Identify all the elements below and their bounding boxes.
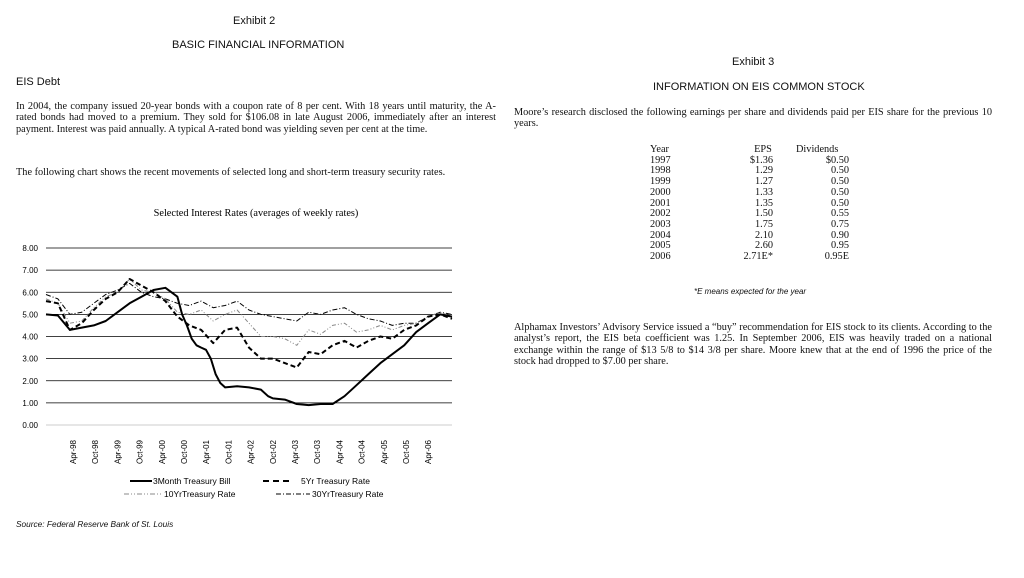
table-cell-year: 1997 [650, 154, 671, 166]
y-tick-label: 4.00 [22, 332, 38, 342]
x-tick-label: Oct-05 [402, 439, 411, 464]
x-tick-label: Apr-05 [379, 439, 389, 464]
x-tick-label: Oct-03 [313, 439, 323, 464]
table-header-dividends: Dividends [796, 144, 839, 155]
series-line-3month-treasury-bill [46, 288, 452, 405]
x-tick-label: Oct-99 [135, 439, 145, 464]
table-cell-dividends: 0.50 [830, 165, 849, 177]
x-tick-label: Apr-99 [113, 439, 123, 464]
x-tick-label: Apr-03 [291, 439, 300, 464]
legend-label-5yr: 5Yr Treasury Rate [301, 476, 370, 486]
table-cell-eps: 2.60 [754, 240, 773, 252]
alphamax-paragraph: Alphamax Investors’ Advisory Service issued a “buy” recommendation for EIS stock to its clients. According to the analyst’s report, the EIS beta coefficient was 1.25. In September 2006, EIS was heavily traded on a national exchange within the range of $13 5/8 to $14 3/8 per share. Moore knew that at the end of 1996 the price of the stock had dropped to $7.00 per share. [514, 322, 992, 368]
table-footnote: *E means expected for the year [694, 287, 807, 296]
x-tick-label: Oct-01 [224, 439, 234, 464]
chart-source: Source: Federal Reserve Bank of St. Louis [16, 519, 174, 529]
table-cell-eps: 1.50 [754, 208, 773, 220]
table-cell-eps: 2.71E* [743, 251, 773, 262]
series-line-10yrtreasury-rate [46, 279, 452, 345]
table-header-eps: EPS [754, 144, 772, 155]
table-cell-dividends: 0.50 [830, 186, 849, 198]
table-cell-dividends: 0.95 [830, 240, 849, 252]
y-tick-label: 0.00 [22, 421, 38, 430]
interest-rates-chart [0, 200, 470, 510]
x-tick-label: Apr-04 [335, 439, 345, 464]
y-tick-label: 6.00 [22, 288, 38, 298]
legend-label-30yr: 30YrTreasury Rate [312, 489, 384, 499]
eps-dividends-table [650, 145, 860, 295]
table-cell-eps: 1.29 [754, 165, 773, 177]
table-cell-eps: 1.35 [754, 197, 773, 209]
chart-intro-paragraph: The following chart shows the recent movements of selected long and short-term treasury security rates. [16, 167, 446, 178]
table-cell-year: 1998 [650, 165, 671, 177]
eps-intro-paragraph: Moore’s research disclosed the following earnings per share and dividends paid per EIS share for the previous 10 years. [514, 107, 992, 130]
exhibit3-label: Exhibit 3 [732, 56, 775, 68]
table-cell-year: 2005 [650, 240, 671, 252]
table-cell-dividends: 0.95E [824, 251, 849, 262]
table-cell-eps: $1.36 [749, 154, 773, 166]
table-cell-eps: 2.10 [754, 229, 773, 241]
x-tick-label: Oct-02 [268, 439, 278, 464]
table-cell-dividends: 0.50 [830, 176, 849, 188]
x-tick-label: Oct-00 [180, 439, 189, 464]
legend-label-3month: 3Month Treasury Bill [153, 476, 231, 486]
x-tick-label: Apr-01 [202, 439, 212, 464]
table-cell-year: 2003 [650, 218, 671, 230]
eis-debt-paragraph: In 2004, the company issued 20-year bonds with a coupon rate of 8 per cent. With 18 years until maturity, the A-rated bonds had moved to a premium. They sold for $106.08 in late August 2006, immediately after an interest payment. Interest was paid annually. A typical A-rated bond was yielding seven per cent at the time. [16, 101, 496, 135]
y-tick-label: 1.00 [22, 398, 38, 408]
eis-debt-heading: EIS Debt [16, 76, 61, 88]
table-cell-dividends: 0.55 [830, 208, 849, 220]
x-tick-label: Apr-02 [246, 439, 256, 464]
table-cell-dividends: $0.50 [825, 154, 849, 166]
x-tick-label: Oct-04 [357, 439, 367, 464]
exhibit3-title: INFORMATION ON EIS COMMON STOCK [653, 81, 865, 93]
chart-title: Selected Interest Rates (averages of weekly rates) [153, 208, 359, 219]
y-tick-label: 5.00 [22, 310, 38, 320]
exhibit2-title: BASIC FINANCIAL INFORMATION [172, 39, 345, 51]
y-tick-label: 3.00 [22, 354, 38, 364]
table-cell-year: 2000 [650, 186, 671, 198]
table-cell-year: 2001 [650, 197, 671, 209]
x-tick-label: Oct-98 [91, 439, 101, 464]
legend-label-10yr: 10YrTreasury Rate [164, 489, 236, 499]
y-tick-label: 7.00 [22, 266, 38, 276]
table-cell-dividends: 0.50 [830, 197, 849, 209]
table-cell-year: 2002 [650, 208, 671, 220]
table-cell-dividends: 0.90 [830, 229, 849, 241]
table-cell-eps: 1.75 [754, 218, 773, 230]
table-cell-eps: 1.27 [754, 176, 773, 188]
chart-legend [124, 476, 384, 499]
table-cell-year: 2004 [650, 229, 671, 241]
x-tick-label: Apr-06 [424, 439, 434, 464]
exhibit2-label: Exhibit 2 [233, 15, 276, 27]
table-header-year: Year [650, 144, 669, 155]
x-tick-label: Apr-98 [69, 439, 78, 464]
table-cell-year: 1999 [650, 176, 671, 188]
table-cell-eps: 1.33 [754, 186, 773, 198]
table-cell-year: 2006 [650, 251, 671, 262]
table-cell-dividends: 0.75 [830, 218, 849, 230]
y-tick-label: 2.00 [22, 376, 38, 386]
y-tick-label: 8.00 [22, 244, 38, 253]
x-tick-label: Apr-00 [157, 439, 167, 464]
